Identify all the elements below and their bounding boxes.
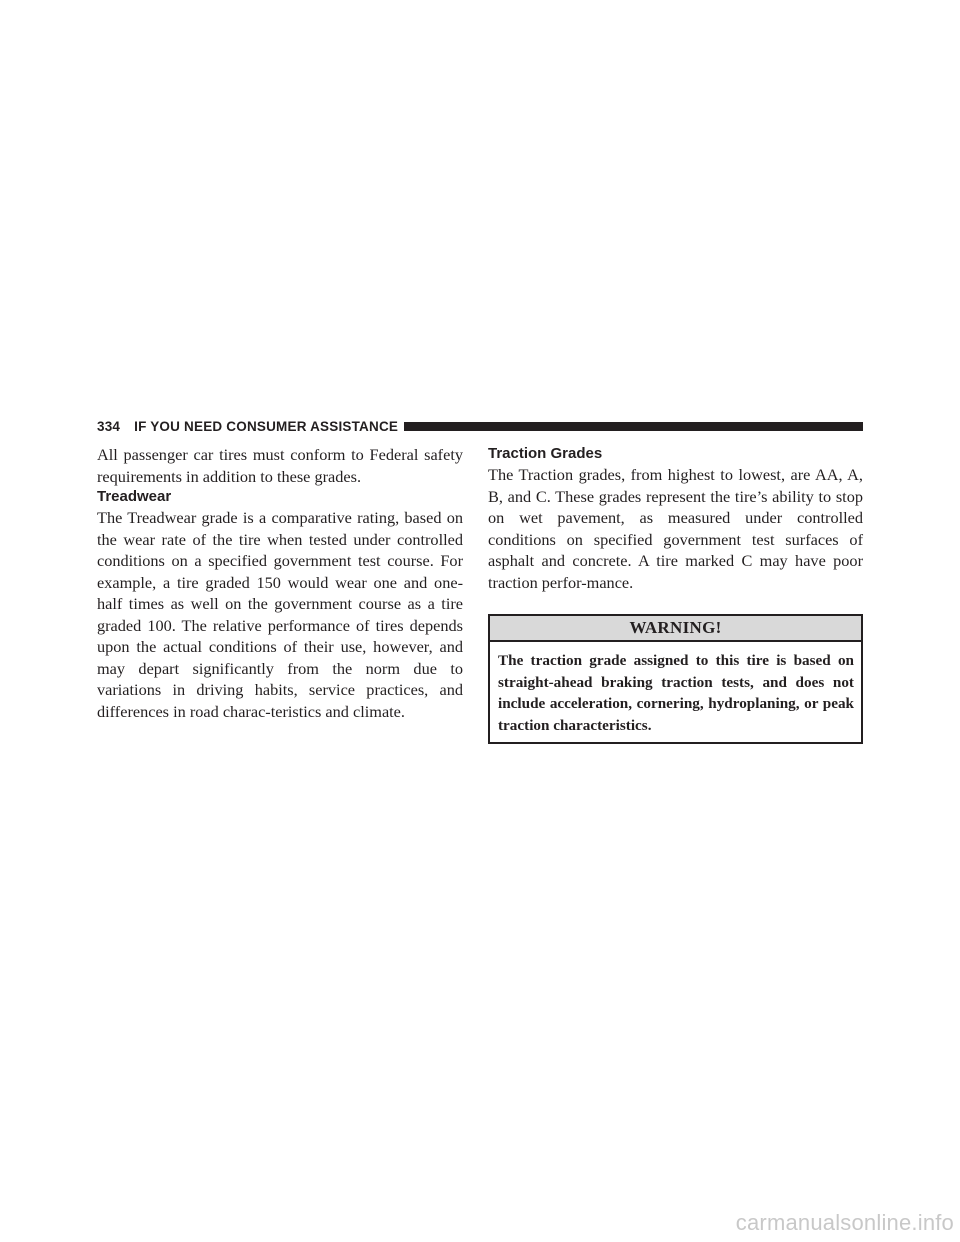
warning-text: The traction grade assigned to this tire is based on straight-ahead braking traction tests, and does not include acceleration, cornering, hydroplaning, or peak traction characteristics. [498,652,854,734]
page-header [97,416,863,436]
right-column [488,444,863,744]
traction-grades-heading: Traction Grades [488,445,603,462]
treadwear-heading: Treadwear [97,488,172,505]
header-rule [404,422,863,431]
traction-grades-paragraph: The Traction grades, from highest to lowest, are AA, A, B, and C. These grades represent the tire’s ability to stop on wet pavement, as measured under controlled conditions on specified government test surfaces of asphalt and concrete. A tire marked C may have poor traction perfor-mance. [488,465,863,592]
page-number: 334 [97,418,121,434]
section-title: IF YOU NEED CONSUMER ASSISTANCE [134,418,399,434]
left-column [97,444,463,722]
warning-box [488,614,863,744]
intro-paragraph: All passenger car tires must conform to Federal safety requirements in addition to these grades. [97,445,463,486]
watermark: carmanualsonline.info [735,1210,954,1235]
warning-title: WARNING! [490,616,861,642]
treadwear-paragraph: The Treadwear grade is a comparative rating, based on the wear rate of the tire when tested under controlled conditions on a specified government test course. For example, a tire graded 150 would wear one and one-half times as well on the government course as a tire graded 100. The relative performance of tires depends upon the actual conditions of their use, however, and may depart significantly from the norm due to variations in driving habits, service practices, and differences in road charac-teristics and climate. [97,508,463,721]
